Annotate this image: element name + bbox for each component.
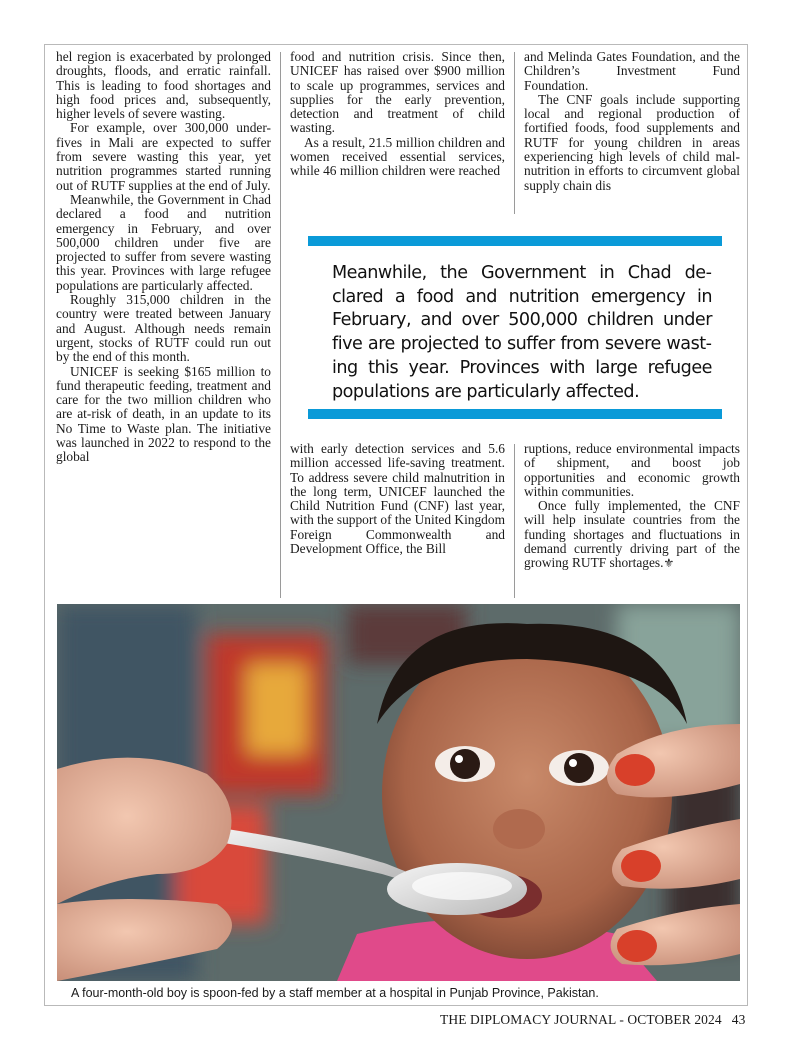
article-column-3-top	[524, 50, 740, 193]
paragraph: For example, over 300,000 under-fives in Mali are expected to suffer from severe wasting this year, yet nutrition programmes started running out of RUTF supplies at the end of July.	[56, 120, 271, 193]
page-footer	[440, 1012, 745, 1028]
paragraph: Meanwhile, the Government in Chad declared a food and nutrition emergency in February, and over 500,000 children under five are projected to suffer from severe wasting this year. Provinces with large refugee populations are particularly affected.	[56, 191, 271, 293]
column-divider	[514, 444, 515, 598]
photo-illustration	[57, 604, 740, 981]
journal-name: THE DIPLOMACY JOURNAL - OCTOBER 2024	[440, 1012, 722, 1027]
paragraph: with early detection services and 5.6 million accessed life-saving treatment. To address severe child malnutrition in the long term, UNICEF launched the Child Nutrition Fund (CNF) last year, with the support of the United Kingdom Foreign Commonwealth and Development Office, the Bill	[290, 441, 505, 557]
paragraph: and Melinda Gates Foundation, and the Children’s Investment Fund Foundation.	[524, 49, 740, 93]
article-column-1	[56, 50, 271, 465]
column-divider	[280, 52, 281, 598]
end-mark-icon: ⚜	[663, 556, 675, 571]
paragraph: hel region is exacerbated by prolonged droughts, floods, and erratic rainfall. This is leading to food shortages and high food prices and, subsequently, higher levels of severe wasting.	[56, 49, 271, 122]
pull-quote-bottom-bar	[308, 409, 722, 419]
paragraph: As a result, 21.5 million children and women received essential services, while 46 million children were reached	[290, 134, 505, 179]
page-number: 43	[731, 1012, 746, 1027]
article-photo	[57, 604, 740, 981]
pull-quote-top-bar	[308, 236, 722, 246]
paragraph-text: Once fully implemented, the CNF will help insulate countries from the funding shortages and fluctuations in demand currently driving part of the growing RUTF shortages.	[524, 498, 740, 571]
photo-caption: A four-month-old boy is spoon-fed by a staff member at a hospital in Punjab Province, Pakistan.	[71, 986, 599, 1000]
paragraph: food and nutrition crisis. Since then, UNICEF has raised over $900 million to scale up programmes, services and supplies for the early prevention, detection and treatment of child wasting.	[290, 49, 505, 136]
paragraph: UNICEF is seeking $165 million to fund therapeutic feeding, treatment and care for the two million children who are at-risk of death, in an update to its No Time to Waste plan. The initiative was launched in 2022 to respond to the global	[56, 363, 271, 465]
article-column-2-bottom	[290, 442, 505, 556]
article-column-3-bottom	[524, 442, 740, 571]
paragraph: Roughly 315,000 children in the country were treated between January and August. Although needs remain urgent, stocks of RUTF could run out by the end of this month.	[56, 292, 271, 365]
paragraph	[524, 499, 740, 570]
paragraph: The CNF goals include supporting local and regional production of fortified foods, food supplements and RUTF for young children in areas experiencing high levels of child malnutrition in efforts to circumvent global supply chain dis	[524, 91, 740, 193]
pull-quote: Meanwhile, the Government in Chad declared a food and nutrition emergency in February, and over 500,000 children under five are projected to suffer from severe wasting this year. Provinces with large refugee populations are particularly affected.	[332, 263, 712, 402]
article-column-2-top	[290, 50, 505, 179]
column-divider	[514, 52, 515, 214]
paragraph: ruptions, reduce environmental impacts of shipment, and boost job opportunities and economic growth within communities.	[524, 441, 740, 499]
